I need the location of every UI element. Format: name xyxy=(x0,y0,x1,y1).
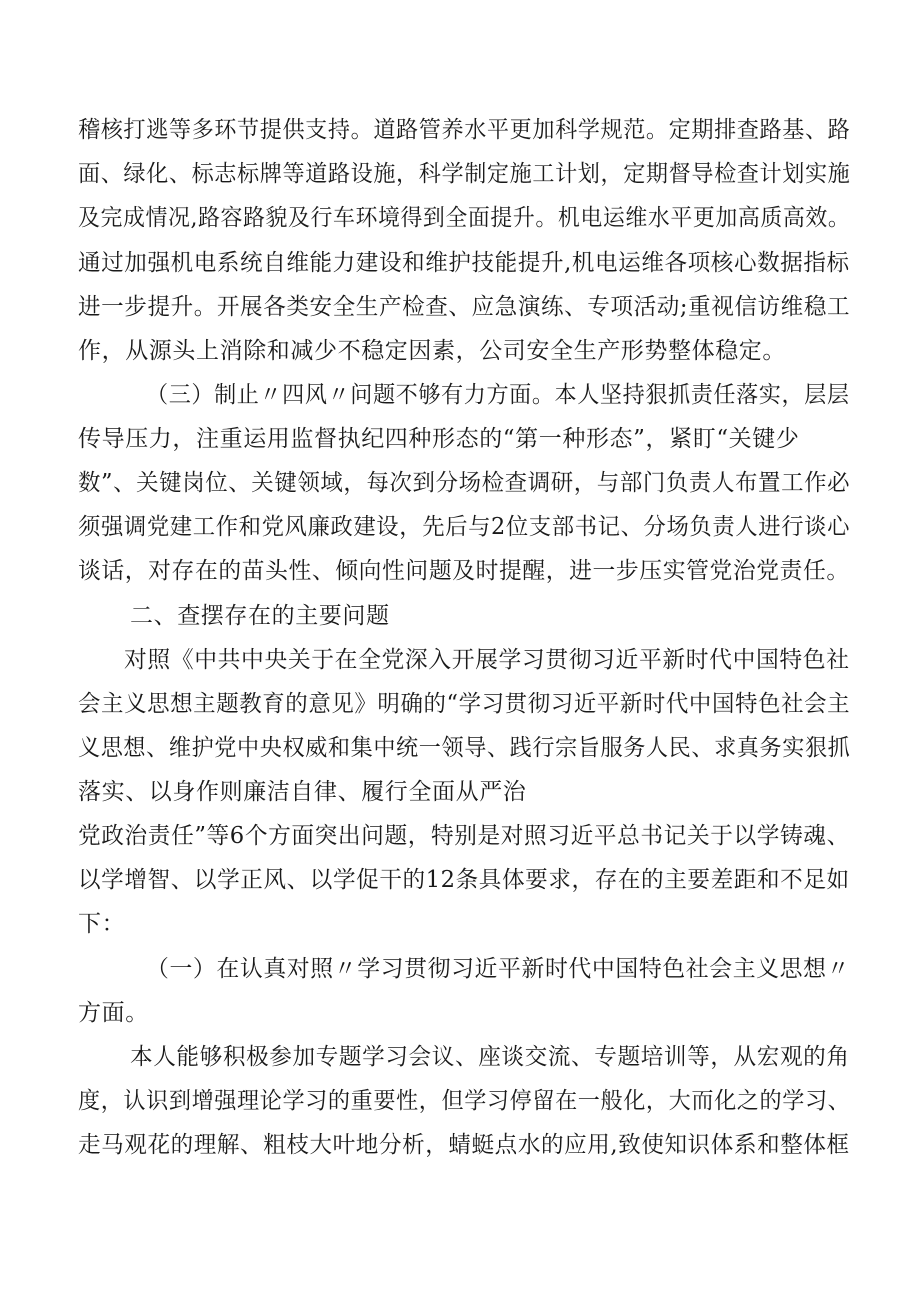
section-heading: 二、查摆存在的主要问题 xyxy=(130,603,390,629)
text-line-6: 作，从源头上消除和减少不稳定因素，公司安全生产形势整体稳定。 xyxy=(78,338,786,364)
text-line-11: 谈话，对存在的苗头性、倾向性问题及时提醒，进一步压实管党治党责任。 xyxy=(78,558,850,584)
text-line-19: 下： xyxy=(78,911,126,937)
text-line-1: 稽核打逃等多环节提供支持。道路管养水平更加科学规范。定期排查路基、路 xyxy=(78,117,851,143)
text-line-2: 面、绿化、标志标牌等道路设施，科学制定施工计划，定期督导检查计划实施 xyxy=(78,161,851,187)
text-line-23: 度，认识到增强理论学习的重要性，但学习停留在一般化，大而化之的学习、 xyxy=(78,1088,851,1114)
text-line-7: （三）制止〃四风〃问题不够有力方面。本人坚持狠抓责任落实，层层 xyxy=(146,382,850,408)
text-line-22: 本人能够积极参加专题学习会议、座谈交流、专题培训等，从宏观的角 xyxy=(130,1044,850,1070)
text-line-4: 通过加强机电系统自维能力建设和维护技能提升,机电运维各项核心数据指标 xyxy=(78,250,850,276)
text-line-13: 对照《中共中央关于在全党深入开展学习贯彻习近平新时代中国特色社 xyxy=(124,647,850,673)
text-line-24: 走马观花的理解、粗枝大叶地分析，蜻蜓点水的应用,致使知识体系和整体框 xyxy=(78,1132,850,1158)
text-line-15: 义思想、维护党中央权威和集中统一领导、践行宗旨服务人民、求真务实狠抓 xyxy=(78,735,851,761)
text-line-3: 及完成情况,路容路貌及行车环境得到全面提升。机电运维水平更加高质高效。 xyxy=(78,205,851,231)
subsection-heading: （一）在认真对照〃学习贯彻习近平新时代中国特色社会主义思想〃 xyxy=(146,956,851,982)
text-line-8: 传导压力，注重运用监督执纪四种形态的“第一种形态”，紧盯“关键少 xyxy=(78,426,800,452)
text-line-16: 落实、以身作则廉洁自律、履行全面从严治 xyxy=(78,779,527,805)
text-line-5: 进一步提升。开展各类安全生产检查、应急演练、专项活动;重视信访维稳工 xyxy=(78,294,851,320)
text-line-17: 党政治责任”等6个方面突出问题，特别是对照习近平总书记关于以学铸魂、 xyxy=(78,823,850,849)
text-line-21: 方面。 xyxy=(78,1000,149,1026)
text-line-10: 须强调党建工作和党风廉政建设，先后与2位支部书记、分场负责人进行谈心 xyxy=(78,514,851,540)
text-line-18: 以学增智、以学正风、以学促干的12条具体要求，存在的主要差距和不足如 xyxy=(78,867,850,893)
text-line-14: 会主义思想主题教育的意见》明确的“学习贯彻习近平新时代中国特色社会主 xyxy=(78,691,851,717)
text-line-9: 数”、关键岗位、关键领域，每次到分场检查调研，与部门负责人布置工作必 xyxy=(78,470,851,496)
